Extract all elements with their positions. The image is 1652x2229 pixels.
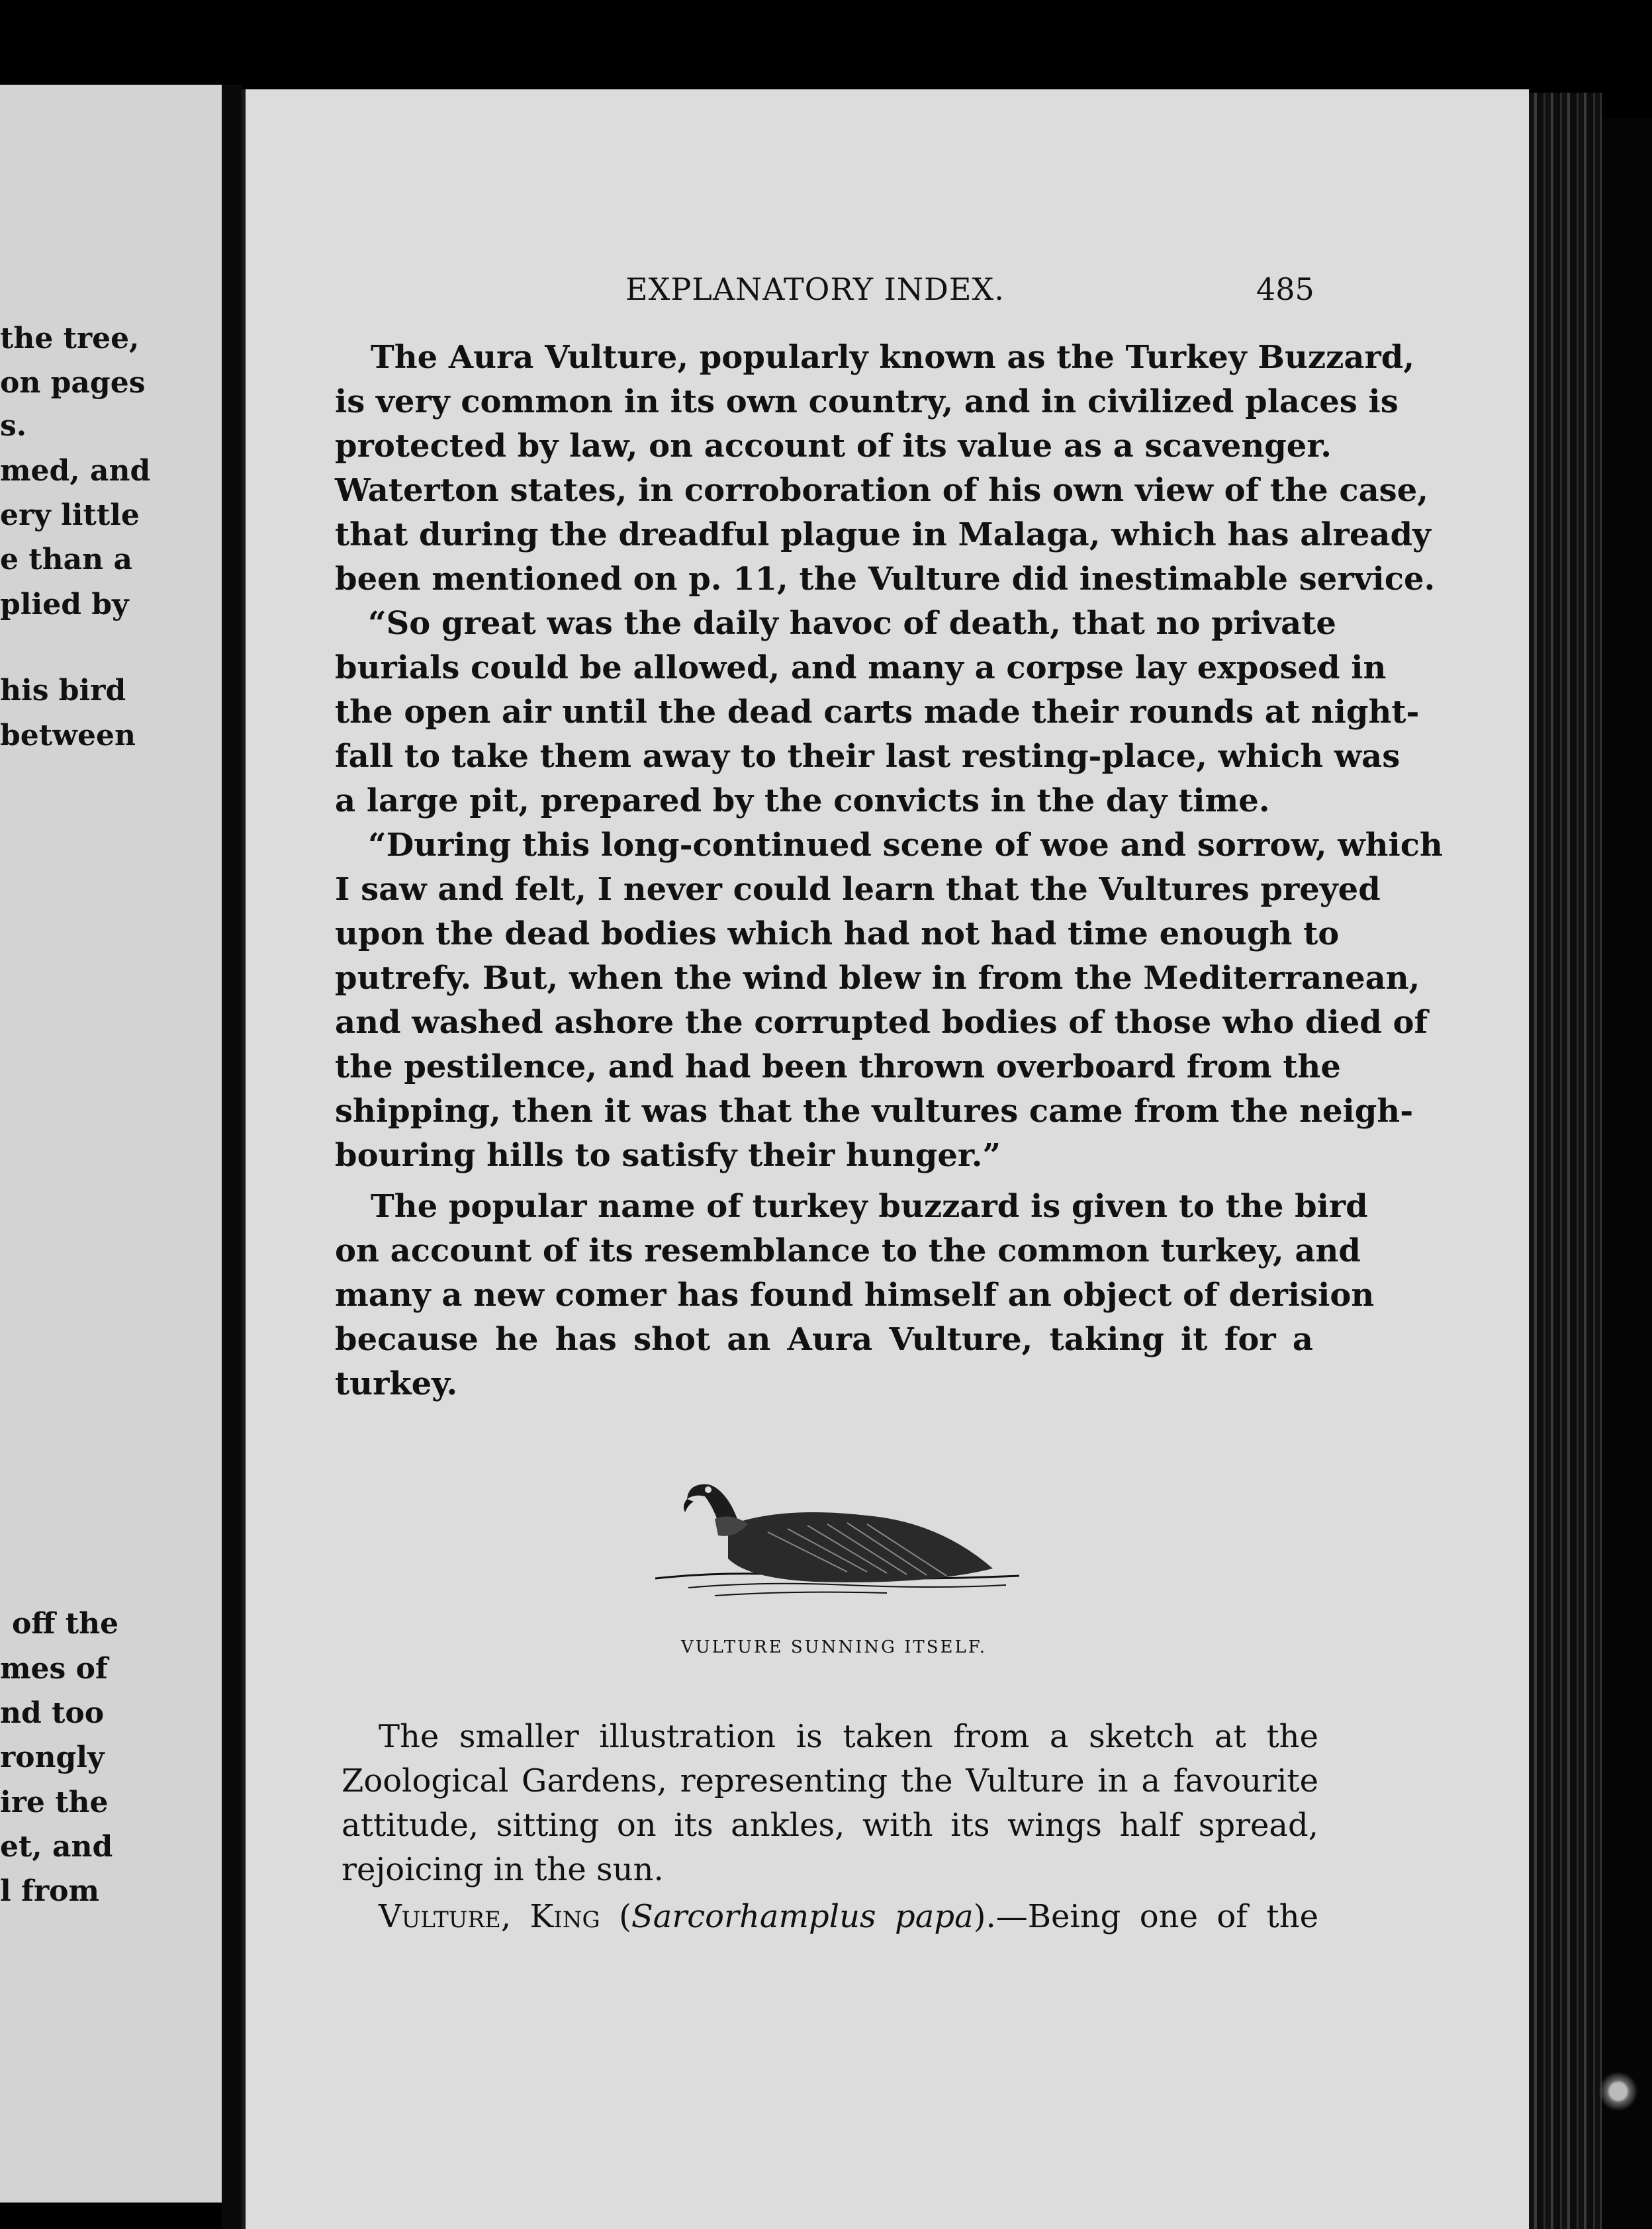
body-line: the pestilence, and had been thrown overboard from the xyxy=(335,1048,1341,1085)
body-line: is very common in its own country, and in civilized places is xyxy=(335,383,1399,420)
entry-headword: Vulture, King xyxy=(379,1898,600,1935)
left-line: his bird xyxy=(0,674,126,707)
left-line: mes of xyxy=(0,1652,108,1686)
body-line: shipping, then it was that the vultures came from the neigh- xyxy=(335,1093,1414,1130)
body-line: upon the dead bodies which had not had time enough to xyxy=(335,915,1340,952)
body-line: that during the dreadful plague in Malaga, which has already xyxy=(335,516,1431,553)
left-page-fragment xyxy=(0,85,222,2203)
body-line: a large pit, prepared by the convicts in the day time. xyxy=(335,782,1270,819)
entry-latin-name: Sarcorhamplus papa xyxy=(631,1898,974,1935)
body-line: the open air until the dead carts made their rounds at night- xyxy=(335,694,1420,731)
book-gutter xyxy=(222,85,242,2229)
body-line: protected by law, on account of its value as a scavenger. xyxy=(335,428,1332,465)
body-line: and washed ashore the corrupted bodies of those who died of xyxy=(335,1004,1428,1041)
left-line: s. xyxy=(0,409,27,443)
left-line: between xyxy=(0,719,136,752)
body-line: because he has shot an Aura Vulture, taking it for a xyxy=(335,1321,1313,1358)
body-line: putrefy. But, when the wind blew in from the Mediterranean, xyxy=(335,960,1420,997)
entry-continuation: ).—Being one of the xyxy=(973,1898,1319,1935)
left-line: nd too xyxy=(0,1696,105,1730)
body-line: bouring hills to satisfy their hunger.” xyxy=(335,1137,1001,1174)
left-line: et, and xyxy=(0,1830,113,1864)
scan-smudge xyxy=(1598,2071,1638,2111)
body-line: turkey. xyxy=(335,1365,458,1402)
body-line: burials could be allowed, and many a corpse lay exposed in xyxy=(335,649,1387,686)
vulture-illustration xyxy=(649,1446,1032,1605)
page-edges xyxy=(1529,93,1602,2229)
body-line: The Aura Vulture, popularly known as the Turkey Buzzard, xyxy=(371,339,1415,376)
left-line: e than a xyxy=(0,543,132,576)
left-line: plied by xyxy=(0,588,129,621)
left-line: on pages xyxy=(0,366,146,400)
entry-paren: ( xyxy=(600,1898,631,1935)
left-line: rongly xyxy=(0,1741,105,1774)
body-line: “During this long-continued scene of woe and sorrow, which xyxy=(368,827,1443,864)
body-line: many a new comer has found himself an object of derision xyxy=(335,1277,1375,1314)
lower-line: attitude, sitting on its ankles, with its wings half spread, xyxy=(342,1807,1318,1844)
left-line: ire the xyxy=(0,1786,109,1819)
body-line: I saw and felt, I never could learn that the Vultures preyed xyxy=(335,871,1381,908)
left-line: ery little xyxy=(0,498,140,532)
body-line: “So great was the daily havoc of death, that no private xyxy=(368,605,1336,642)
index-entry-line xyxy=(379,1897,1318,1936)
page-number: 485 xyxy=(1256,271,1314,307)
body-line: The popular name of turkey buzzard is given to the bird xyxy=(371,1188,1368,1225)
body-line: fall to take them away to their last resting-place, which was xyxy=(335,738,1400,775)
lower-line: Zoological Gardens, representing the Vulture in a favourite xyxy=(342,1762,1318,1799)
left-line: med, and xyxy=(0,454,151,488)
background-edge xyxy=(1602,119,1652,2229)
left-line: off the xyxy=(12,1607,119,1641)
body-line: Waterton states, in corroboration of his own view of the case, xyxy=(335,472,1428,509)
lower-line: rejoicing in the sun. xyxy=(342,1851,664,1888)
body-line: been mentioned on p. 11, the Vulture did inestimable service. xyxy=(335,561,1436,598)
left-line: the tree, xyxy=(0,322,140,355)
figure-caption: VULTURE SUNNING ITSELF. xyxy=(680,1637,987,1657)
body-line: on account of its resemblance to the common turkey, and xyxy=(335,1232,1361,1269)
running-head: EXPLANATORY INDEX. xyxy=(625,271,1005,307)
left-line: l from xyxy=(0,1874,100,1908)
lower-line: The smaller illustration is taken from a sketch at the xyxy=(379,1718,1318,1755)
